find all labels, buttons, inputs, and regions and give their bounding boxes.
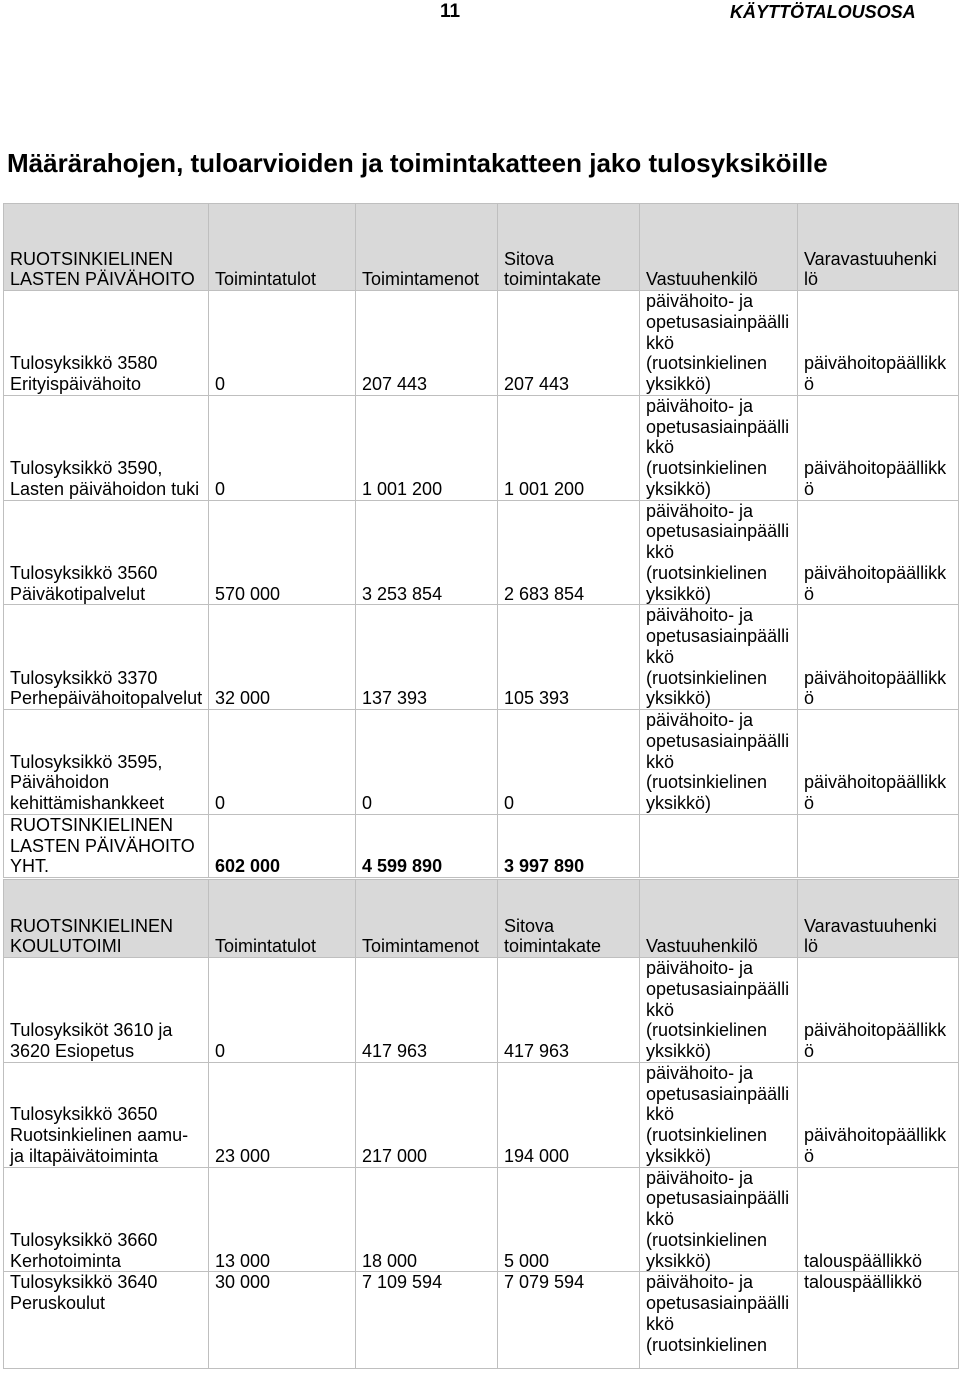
deputy-responsible-person-cell <box>798 291 959 396</box>
budget-table-education <box>3 879 959 1369</box>
operating-income-text: 0 <box>215 793 226 813</box>
table-row <box>4 710 959 815</box>
table-header-row <box>4 204 959 291</box>
unit-name-text: Päivähoidon <box>10 772 110 793</box>
binding-operating-margin-column-header <box>498 880 640 958</box>
deputy-responsible-person-cell <box>798 1167 959 1272</box>
table-row <box>4 1167 959 1272</box>
responsible-person-cell <box>640 814 798 877</box>
unit-name-text: Tulosyksikkö 3640 <box>10 1272 158 1293</box>
unit-name-header-text: RUOTSINKIELINEN <box>10 915 174 936</box>
responsible-person-cell <box>640 500 798 605</box>
deputy-responsible-person-text: ö <box>804 374 815 394</box>
responsible-person-cell <box>640 1062 798 1167</box>
unit-name-column-header <box>4 204 209 291</box>
responsible-person-text: (ruotsinkielinen <box>646 562 768 583</box>
responsible-person-cell <box>640 395 798 500</box>
deputy-responsible-person-header-text: Varavastuuhenki <box>804 248 937 269</box>
unit-name-text: Tulosyksikkö 3370 <box>10 667 158 688</box>
binding-operating-margin-text: 105 393 <box>504 688 570 709</box>
responsible-person-column-header <box>640 204 798 291</box>
table-header-row <box>4 880 959 958</box>
operating-income-cell <box>209 1062 356 1167</box>
unit-name-text: Erityispäivähoito <box>10 374 142 394</box>
unit-name-column-header <box>4 880 209 958</box>
deputy-responsible-person-cell <box>798 710 959 815</box>
responsible-person-text: opetusasiainpäälli <box>646 311 790 332</box>
operating-income-text: 570 000 <box>215 583 281 604</box>
unit-name-text: Tulosyksikkö 3560 <box>10 562 158 583</box>
operating-income-text: 0 <box>215 1041 226 1061</box>
unit-name-text: Tulosyksikkö 3660 <box>10 1229 158 1250</box>
responsible-person-header-text: Vastuuhenkilö <box>646 936 758 957</box>
binding-operating-margin-column-header <box>498 204 640 291</box>
deputy-responsible-person-cell <box>798 395 959 500</box>
deputy-responsible-person-cell <box>798 814 959 877</box>
responsible-person-text: opetusasiainpäälli <box>646 1293 790 1313</box>
unit-name-cell <box>4 958 209 1063</box>
responsible-person-text: päivähoito- ja <box>646 395 754 416</box>
binding-operating-margin-text: 207 443 <box>504 374 570 394</box>
deputy-responsible-person-text: päivähoitopäällikk <box>804 458 947 478</box>
responsible-person-text: (ruotsinkielinen <box>646 458 768 478</box>
responsible-person-cell <box>640 958 798 1063</box>
deputy-responsible-person-cell <box>798 958 959 1063</box>
unit-name-text: LASTEN PÄIVÄHOITO <box>10 835 195 856</box>
deputy-responsible-person-header-text: lö <box>804 936 819 957</box>
unit-name-text: ja iltapäivätoiminta <box>10 1145 159 1166</box>
operating-expenses-cell <box>356 710 498 815</box>
responsible-person-text: opetusasiainpäälli <box>646 626 790 646</box>
operating-expenses-cell <box>356 605 498 710</box>
operating-income-cell <box>209 814 356 877</box>
unit-name-text: Päiväkotipalvelut <box>10 583 146 604</box>
operating-income-cell <box>209 291 356 396</box>
operating-expenses-cell <box>356 395 498 500</box>
responsible-person-text: päivähoito- ja <box>646 291 754 311</box>
unit-name-text: 3620 Esiopetus <box>10 1041 135 1061</box>
responsible-person-text: yksikkö) <box>646 478 712 499</box>
unit-name-cell <box>4 500 209 605</box>
unit-name-text: Tulosyksikkö 3590, <box>10 458 163 478</box>
page-title: Määrärahojen, tuloarvioiden ja toimintakatteen jako tulosyksiköille <box>7 148 828 178</box>
responsible-person-text: opetusasiainpäälli <box>646 1188 790 1209</box>
operating-income-text: 602 000 <box>215 856 281 877</box>
operating-income-cell <box>209 1167 356 1272</box>
binding-operating-margin-text: 2 683 854 <box>504 583 585 604</box>
responsible-person-cell <box>640 1167 798 1272</box>
deputy-responsible-person-text: ö <box>804 1041 815 1061</box>
deputy-responsible-person-text: ö <box>804 688 815 709</box>
binding-operating-margin-cell <box>498 958 640 1063</box>
responsible-person-text: yksikkö) <box>646 583 712 604</box>
binding-operating-margin-text: 1 001 200 <box>504 478 585 499</box>
unit-name-header-text: LASTEN PÄIVÄHOITO <box>10 269 195 290</box>
deputy-responsible-person-text: päivähoitopäällikk <box>804 353 947 374</box>
operating-income-column-header <box>209 204 356 291</box>
operating-income-header-text: Toimintatulot <box>215 269 317 290</box>
operating-income-column-header <box>209 880 356 958</box>
binding-operating-margin-text: 0 <box>504 793 515 813</box>
operating-income-cell <box>209 500 356 605</box>
operating-expenses-text: 0 <box>362 793 373 813</box>
responsible-person-text: kkö <box>646 999 675 1020</box>
deputy-responsible-person-cell <box>798 1272 959 1369</box>
operating-income-text: 30 000 <box>215 1272 271 1293</box>
unit-name-header-text: KOULUTOIMI <box>10 936 122 957</box>
responsible-person-text: opetusasiainpäälli <box>646 1083 790 1104</box>
responsible-person-text: opetusasiainpäälli <box>646 521 790 542</box>
operating-income-cell <box>209 710 356 815</box>
unit-name-cell <box>4 1062 209 1167</box>
responsible-person-cell <box>640 710 798 815</box>
operating-expenses-cell <box>356 958 498 1063</box>
unit-name-cell <box>4 1272 209 1369</box>
responsible-person-text: (ruotsinkielinen <box>646 1020 768 1041</box>
deputy-responsible-person-text: päivähoitopäällikk <box>804 1125 947 1145</box>
table-row <box>4 1062 959 1167</box>
operating-expenses-text: 137 393 <box>362 688 428 709</box>
unit-name-text: Lasten päivähoidon tuki <box>10 478 200 499</box>
binding-operating-margin-cell <box>498 814 640 877</box>
deputy-responsible-person-text: päivähoitopäällikk <box>804 772 947 793</box>
operating-income-cell <box>209 605 356 710</box>
deputy-responsible-person-column-header <box>798 880 959 958</box>
operating-expenses-cell <box>356 291 498 396</box>
unit-name-text: Tulosyksikkö 3580 <box>10 353 158 374</box>
deputy-responsible-person-text: ö <box>804 793 815 813</box>
responsible-person-text: (ruotsinkielinen <box>646 1334 768 1355</box>
operating-income-text: 13 000 <box>215 1250 271 1271</box>
responsible-person-text: yksikkö) <box>646 688 712 709</box>
responsible-person-text: (ruotsinkielinen <box>646 772 768 793</box>
binding-operating-margin-text: 7 079 594 <box>504 1272 585 1293</box>
responsible-person-text: yksikkö) <box>646 1250 712 1271</box>
binding-operating-margin-cell <box>498 1062 640 1167</box>
operating-expenses-cell <box>356 814 498 877</box>
deputy-responsible-person-text: ö <box>804 478 815 499</box>
deputy-responsible-person-text: päivähoitopäällikk <box>804 562 947 583</box>
binding-operating-margin-cell <box>498 710 640 815</box>
operating-expenses-text: 7 109 594 <box>362 1272 443 1293</box>
deputy-responsible-person-text: ö <box>804 1145 815 1166</box>
deputy-responsible-person-header-text: lö <box>804 269 819 290</box>
table-header <box>4 880 959 958</box>
responsible-person-text: päivähoito- ja <box>646 1062 754 1083</box>
responsible-person-text: opetusasiainpäälli <box>646 416 790 437</box>
unit-name-cell <box>4 605 209 710</box>
binding-operating-margin-text: 3 997 890 <box>504 856 585 877</box>
unit-name-cell <box>4 710 209 815</box>
unit-name-text: kehittämishankkeet <box>10 793 165 813</box>
unit-name-text: Tulosyksiköt 3610 ja <box>10 1020 173 1041</box>
operating-income-header-text: Toimintatulot <box>215 936 317 957</box>
operating-expenses-header-text: Toimintamenot <box>362 269 480 290</box>
binding-operating-margin-text: 417 963 <box>504 1041 570 1061</box>
binding-operating-margin-header-text: toimintakate <box>504 269 602 290</box>
deputy-responsible-person-cell <box>798 500 959 605</box>
responsible-person-text: kkö <box>646 1209 675 1229</box>
responsible-person-text: yksikkö) <box>646 793 712 813</box>
unit-name-text: RUOTSINKIELINEN <box>10 814 174 835</box>
unit-name-text: Ruotsinkielinen aamu- <box>10 1125 189 1145</box>
operating-expenses-text: 4 599 890 <box>362 856 443 877</box>
deputy-responsible-person-text: talouspäällikkö <box>804 1250 923 1271</box>
responsible-person-cell <box>640 605 798 710</box>
unit-name-cell <box>4 395 209 500</box>
operating-income-text: 0 <box>215 374 226 394</box>
binding-operating-margin-cell <box>498 1272 640 1369</box>
operating-expenses-column-header <box>356 880 498 958</box>
operating-income-cell <box>209 958 356 1063</box>
table-row <box>4 958 959 1063</box>
responsible-person-text: kkö <box>646 542 675 562</box>
responsible-person-text: (ruotsinkielinen <box>646 1229 768 1250</box>
operating-income-cell <box>209 395 356 500</box>
responsible-person-text: yksikkö) <box>646 1041 712 1061</box>
operating-expenses-cell <box>356 1272 498 1369</box>
responsible-person-text: kkö <box>646 332 675 353</box>
binding-operating-margin-cell <box>498 1167 640 1272</box>
responsible-person-cell <box>640 1272 798 1369</box>
unit-name-text: YHT. <box>10 856 50 877</box>
deputy-responsible-person-text: talouspäällikkö <box>804 1272 923 1293</box>
operating-income-text: 32 000 <box>215 688 271 709</box>
responsible-person-text: päivähoito- ja <box>646 710 754 730</box>
table-body <box>4 958 959 1369</box>
binding-operating-margin-header-text: Sitova <box>504 915 555 936</box>
responsible-person-text: kkö <box>646 1313 675 1334</box>
responsible-person-text: kkö <box>646 751 675 772</box>
responsible-person-cell <box>640 291 798 396</box>
deputy-responsible-person-cell <box>798 1062 959 1167</box>
responsible-person-text: päivähoito- ja <box>646 1167 754 1188</box>
responsible-person-text: päivähoito- ja <box>646 605 754 626</box>
operating-expenses-cell <box>356 500 498 605</box>
unit-name-header-text: RUOTSINKIELINEN <box>10 248 174 269</box>
responsible-person-text: päivähoito- ja <box>646 500 754 521</box>
operating-expenses-text: 3 253 854 <box>362 583 443 604</box>
unit-name-cell <box>4 291 209 396</box>
responsible-person-header-text: Vastuuhenkilö <box>646 269 758 290</box>
operating-expenses-text: 217 000 <box>362 1145 428 1166</box>
deputy-responsible-person-column-header <box>798 204 959 291</box>
binding-operating-margin-text: 5 000 <box>504 1250 550 1271</box>
operating-expenses-column-header <box>356 204 498 291</box>
table-row <box>4 1272 959 1369</box>
unit-name-text: Perhepäivähoitopalvelut <box>10 688 203 709</box>
responsible-person-text: kkö <box>646 646 675 667</box>
responsible-person-text: (ruotsinkielinen <box>646 667 768 688</box>
unit-name-cell <box>4 814 209 877</box>
operating-expenses-text: 18 000 <box>362 1250 418 1271</box>
table-row <box>4 500 959 605</box>
binding-operating-margin-header-text: Sitova <box>504 248 555 269</box>
binding-operating-margin-header-text: toimintakate <box>504 936 602 957</box>
unit-name-text: Tulosyksikkö 3595, <box>10 751 163 772</box>
unit-name-text: Tulosyksikkö 3650 <box>10 1104 158 1125</box>
responsible-person-text: (ruotsinkielinen <box>646 1125 768 1145</box>
deputy-responsible-person-text: päivähoitopäällikk <box>804 1020 947 1041</box>
responsible-person-text: kkö <box>646 1104 675 1125</box>
responsible-person-text: opetusasiainpäälli <box>646 978 790 999</box>
table-row <box>4 605 959 710</box>
unit-name-cell <box>4 1167 209 1272</box>
page-number: 11 <box>440 1 461 22</box>
responsible-person-text: kkö <box>646 437 675 458</box>
responsible-person-text: päivähoito- ja <box>646 958 754 978</box>
operating-income-text: 23 000 <box>215 1145 271 1166</box>
deputy-responsible-person-text: päivähoitopäällikk <box>804 667 947 688</box>
table-body <box>4 291 959 878</box>
operating-expenses-cell <box>356 1062 498 1167</box>
operating-expenses-text: 207 443 <box>362 374 428 394</box>
table-row <box>4 291 959 396</box>
operating-expenses-text: 1 001 200 <box>362 478 443 499</box>
binding-operating-margin-cell <box>498 395 640 500</box>
operating-expenses-header-text: Toimintamenot <box>362 936 480 957</box>
deputy-responsible-person-cell <box>798 605 959 710</box>
responsible-person-text: opetusasiainpäälli <box>646 730 790 751</box>
total-row <box>4 814 959 877</box>
binding-operating-margin-text: 194 000 <box>504 1145 570 1166</box>
unit-name-text: Peruskoulut <box>10 1293 106 1313</box>
responsible-person-text: yksikkö) <box>646 1145 712 1166</box>
table-row <box>4 395 959 500</box>
table-header <box>4 204 959 291</box>
binding-operating-margin-cell <box>498 605 640 710</box>
responsible-person-column-header <box>640 880 798 958</box>
responsible-person-text: yksikkö) <box>646 374 712 394</box>
operating-expenses-text: 417 963 <box>362 1041 428 1061</box>
operating-income-cell <box>209 1272 356 1369</box>
unit-name-text: Kerhotoiminta <box>10 1250 122 1271</box>
operating-income-text: 0 <box>215 478 226 499</box>
responsible-person-text: päivähoito- ja <box>646 1272 754 1293</box>
section-name: KÄYTTÖTALOUSOSA <box>730 2 916 22</box>
budget-table-daycare <box>3 203 959 878</box>
responsible-person-text: (ruotsinkielinen <box>646 353 768 374</box>
binding-operating-margin-cell <box>498 291 640 396</box>
deputy-responsible-person-text: ö <box>804 583 815 604</box>
deputy-responsible-person-header-text: Varavastuuhenki <box>804 915 937 936</box>
binding-operating-margin-cell <box>498 500 640 605</box>
operating-expenses-cell <box>356 1167 498 1272</box>
